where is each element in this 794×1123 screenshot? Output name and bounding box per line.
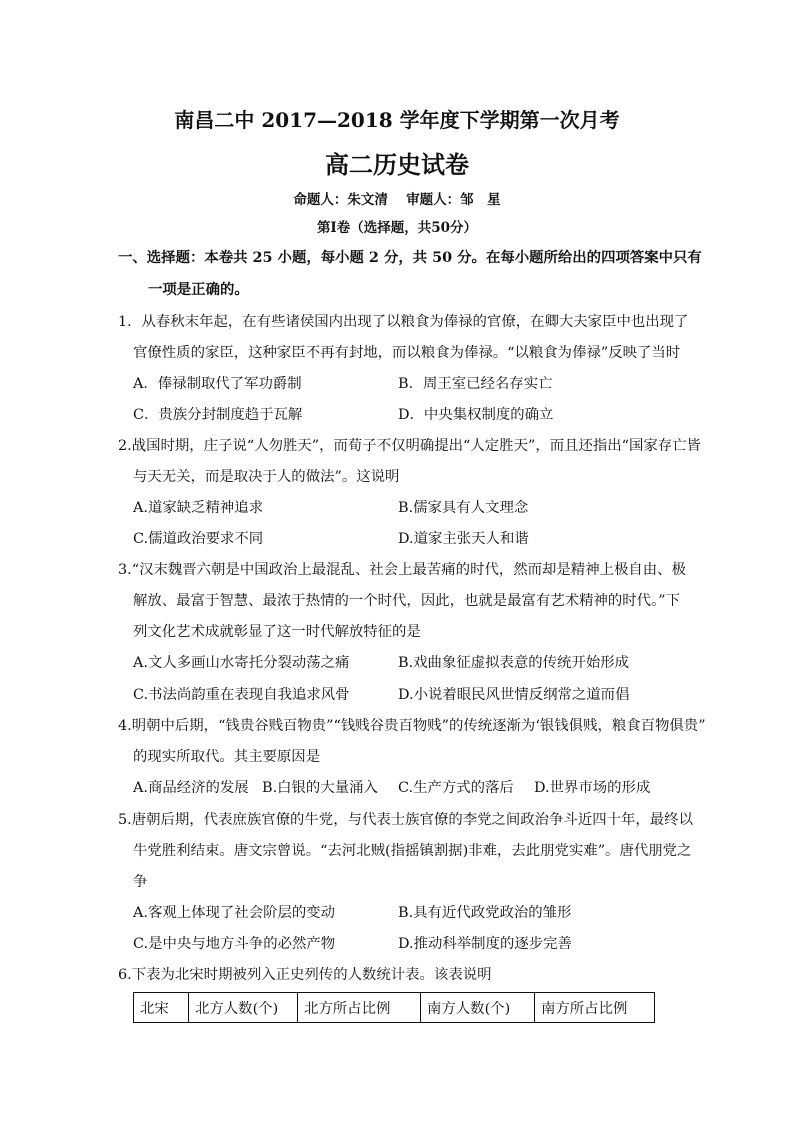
question-3-option-b: B.戏曲象征虚拟表意的传统开始形成 <box>398 655 630 671</box>
question-3-option-d: D.小说着眼民风世情反纲常之道而倡 <box>398 687 630 703</box>
question-2-line-2: 与天无关，而是取决于人的做法”。这说明 <box>133 469 400 485</box>
table-header-cell: 北宋 <box>134 993 189 1023</box>
instructions-line-1: 一、选择题：本卷共 25 小题，每小题 2 分，共 50 分。在每小题所给出的四项答案中只有 <box>118 249 702 266</box>
question-5-line-3: 争 <box>133 874 148 890</box>
question-3-line-1: 3.“汉末魏晋六朝是中国政治上最混乱、社会上最苦痛的时代，然而却是精神上极自由、极 <box>118 562 686 578</box>
question-2-option-a: A.道家缺乏精神追求 <box>133 500 264 516</box>
question-3-option-a: A.文人多画山水寄托分裂动荡之痛 <box>133 655 350 671</box>
question-6-line-1: 6.下表为北宋时期被列入正史列传的人数统计表。该表说明 <box>118 967 492 983</box>
question-4-option-d: D.世界市场的形成 <box>534 780 651 796</box>
table-header-cell: 北方人数(个) <box>189 993 298 1023</box>
question-1-option-b: B．周王室已经名存实亡 <box>398 376 553 392</box>
question-3-line-3: 列文化艺术成就彰显了这一时代解放特征的是 <box>133 624 421 640</box>
question-5-line-2: 牛党胜利结束。唐文宗曾说。“去河北贼(指摇镇割据)非难，去此朋党实难”。唐代朋党之 <box>133 843 692 859</box>
question-4-option-b: B.白银的大量涌入 <box>262 780 378 796</box>
question-2-option-c: C.儒道政治要求不同 <box>133 531 264 547</box>
question-1-option-a: A．俸禄制取代了军功爵制 <box>133 376 302 392</box>
question-1-line-2: 官僚性质的家臣，这种家臣不再有封地，而以粮食为俸禄。“以粮食为俸禄”反映了当时 <box>133 345 681 361</box>
table-header-cell: 南方人数(个) <box>421 993 535 1023</box>
question-4-option-c: C.生产方式的落后 <box>398 780 514 796</box>
part-heading: 第Ⅰ卷（选择题，共50分） <box>316 220 478 236</box>
question-4-line-2: 的现实所取代。其主要原因是 <box>133 749 321 765</box>
question-2-option-d: D.道家主张天人和谐 <box>398 531 529 547</box>
exam-subtitle: 高二历史试卷 <box>325 150 469 179</box>
table-header-cell: 南方所占比例 <box>535 993 655 1023</box>
instructions-line-2: 一项是正确的。 <box>148 281 249 298</box>
table-header-cell: 北方所占比例 <box>298 993 421 1023</box>
question-1-option-c: C．贵族分封制度趋于瓦解 <box>133 407 303 423</box>
data-table <box>133 992 655 1023</box>
question-3-option-c: C.书法尚韵重在表现自我追求风骨 <box>133 687 350 703</box>
question-5-option-a: A.客观上体现了社会阶层的变动 <box>133 905 336 921</box>
question-1-line-1: 1．从春秋末年起，在有些诸侯国内出现了以粮食为俸禄的官僚，在卿大夫家臣中也出现了 <box>118 314 689 330</box>
question-5-option-c: C.是中央与地方斗争的必然产物 <box>133 936 336 952</box>
question-5-option-b: B.具有近代政党政治的雏形 <box>398 905 572 921</box>
authors-line: 命题人：朱文清 审题人：邹 星 <box>293 192 501 208</box>
question-4-line-1: 4.明朝中后期，“钱贵谷贱百物贵”“钱贱谷贵百物贱”的传统逐渐为‘银钱俱贱，粮食百物俱贵” <box>118 718 706 734</box>
question-5-option-d: D.推动科举制度的逐步完善 <box>398 936 572 952</box>
exam-title: 南昌二中 2017—2018 学年度下学期第一次月考 <box>174 108 620 132</box>
question-2-option-b: B.儒家具有人文理念 <box>398 500 529 516</box>
question-2-line-1: 2.战国时期，庄子说“人勿胜天”，而荀子不仅明确提出“人定胜天”，而且还指出“国家存亡皆 <box>118 438 701 454</box>
question-3-line-2: 解放、最富于智慧、最浓于热情的一个时代，因此，也就是最富有艺术精神的时代。”下 <box>133 593 681 609</box>
question-5-line-1: 5.唐朝后期，代表庶族官僚的牛党，与代表士族官僚的李党之间政治争斗近四十年，最终以 <box>118 812 693 828</box>
table-header-row <box>134 993 655 1023</box>
question-1-option-d: D．中央集权制度的确立 <box>398 407 554 423</box>
question-4-option-a: A.商品经济的发展 <box>133 780 249 796</box>
